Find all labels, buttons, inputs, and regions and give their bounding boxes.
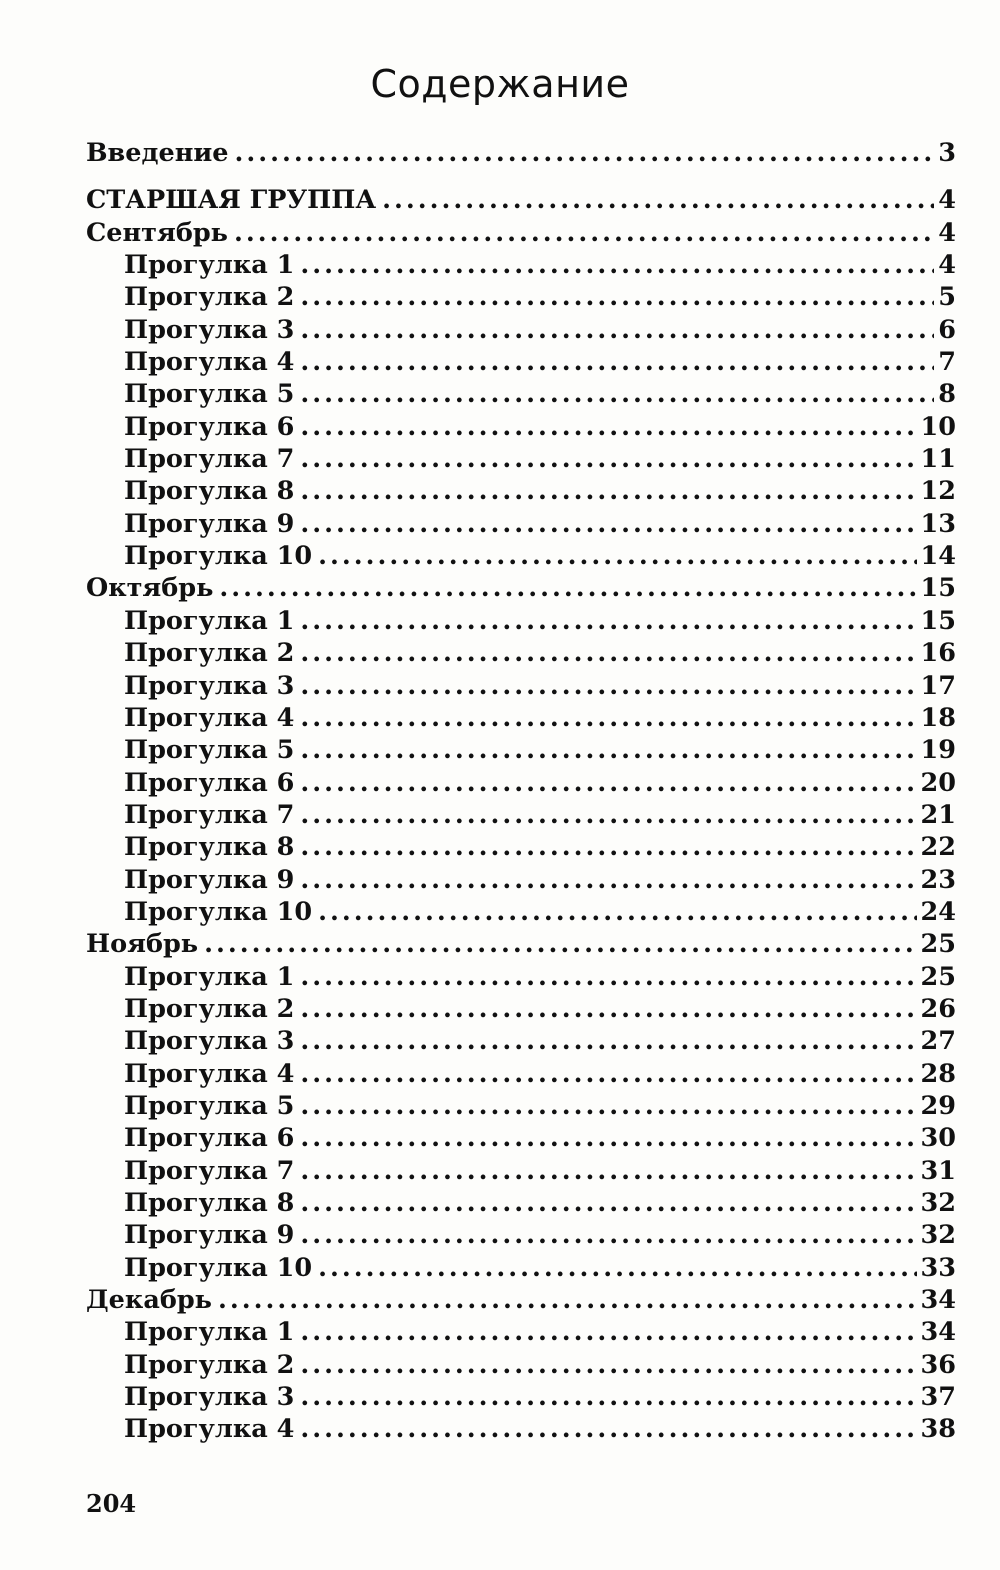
toc-entry-label: Прогулка 4 bbox=[124, 1058, 295, 1089]
toc-entry-page: 30 bbox=[920, 1123, 956, 1154]
dot-leader bbox=[300, 314, 934, 346]
toc-entry-label: Прогулка 8 bbox=[124, 1188, 295, 1218]
dot-leader bbox=[300, 1058, 916, 1090]
toc-entry-page: 13 bbox=[920, 508, 956, 539]
dot-leader bbox=[204, 928, 916, 960]
dot-leader bbox=[300, 864, 916, 896]
toc-entry-label: Прогулка 2 bbox=[124, 638, 295, 669]
toc-entry-page: 27 bbox=[920, 1026, 956, 1057]
toc-entry-page: 26 bbox=[920, 993, 956, 1024]
toc-entry-label: Прогулка 10 bbox=[124, 541, 313, 572]
dot-leader bbox=[234, 217, 934, 249]
toc-entry-page: 32 bbox=[920, 1188, 956, 1218]
toc-entry-page: 6 bbox=[938, 314, 956, 345]
toc-entry-label: Прогулка 3 bbox=[124, 1026, 295, 1057]
toc-entry-label: Прогулка 1 bbox=[124, 250, 295, 281]
toc-entry bbox=[86, 184, 956, 216]
toc-entry-label: Прогулка 7 bbox=[124, 799, 295, 830]
toc-subentry bbox=[86, 1413, 956, 1445]
toc-entry-label: Прогулка 4 bbox=[124, 347, 295, 378]
toc-subentry bbox=[86, 1025, 956, 1057]
dot-leader bbox=[300, 1381, 916, 1413]
toc-subentry bbox=[86, 864, 956, 896]
toc-entry-label: Прогулка 6 bbox=[124, 767, 295, 798]
toc-entry-label: Прогулка 5 bbox=[124, 379, 295, 410]
dot-leader bbox=[300, 378, 934, 410]
toc-entry-page: 10 bbox=[920, 411, 956, 442]
toc-entry-page: 15 bbox=[920, 605, 956, 636]
toc-entry-page: 38 bbox=[920, 1414, 956, 1445]
toc-subentry bbox=[86, 1058, 956, 1090]
dot-leader bbox=[300, 831, 916, 863]
toc-entry-page: 25 bbox=[920, 961, 956, 992]
toc-subentry bbox=[86, 1349, 956, 1381]
toc-entry bbox=[86, 1284, 956, 1316]
dot-leader bbox=[300, 1122, 916, 1154]
dot-leader bbox=[300, 346, 934, 378]
toc-entry-page: 15 bbox=[920, 573, 956, 604]
toc-entry-label: Прогулка 4 bbox=[124, 1414, 295, 1445]
toc-entry-label: Сентябрь bbox=[86, 217, 228, 248]
toc-subentry bbox=[86, 702, 956, 734]
toc-entry-page: 22 bbox=[920, 832, 956, 863]
toc-entry-page: 25 bbox=[920, 929, 956, 960]
toc-entry-label: Прогулка 7 bbox=[124, 444, 295, 475]
toc-entry-label: Прогулка 7 bbox=[124, 1155, 295, 1186]
toc-entry-label: Прогулка 9 bbox=[124, 864, 295, 895]
toc-entry-label: Прогулка 3 bbox=[124, 1382, 295, 1413]
dot-leader bbox=[300, 1025, 916, 1057]
dot-leader bbox=[300, 411, 916, 443]
toc-entry-page: 29 bbox=[920, 1090, 956, 1121]
toc-entry-page: 18 bbox=[920, 702, 956, 733]
toc-entry-label: Прогулка 2 bbox=[124, 282, 295, 313]
toc-entry-label: Прогулка 5 bbox=[124, 735, 295, 766]
toc-subentry bbox=[86, 767, 956, 799]
toc-subentry bbox=[86, 1219, 956, 1251]
toc-entry-page: 37 bbox=[920, 1382, 956, 1413]
toc-entry-page: 28 bbox=[920, 1058, 956, 1089]
toc-entry-label: Прогулка 3 bbox=[124, 670, 295, 701]
dot-leader bbox=[235, 137, 935, 169]
dot-leader bbox=[300, 1187, 916, 1219]
toc-entry-page: 14 bbox=[920, 541, 956, 572]
toc-subentry bbox=[86, 411, 956, 443]
dot-leader bbox=[300, 249, 934, 281]
toc-subentry bbox=[86, 993, 956, 1025]
dot-leader bbox=[300, 799, 916, 831]
table-of-contents bbox=[86, 137, 956, 1446]
toc-entry-label: Прогулка 4 bbox=[124, 702, 295, 733]
toc-entry-label: Прогулка 1 bbox=[124, 605, 295, 636]
toc-subentry bbox=[86, 314, 956, 346]
toc-entry-page: 5 bbox=[938, 282, 956, 313]
toc-entry-page: 7 bbox=[938, 347, 956, 378]
toc-subentry bbox=[86, 475, 956, 507]
toc-subentry bbox=[86, 249, 956, 281]
toc-entry-label: Прогулка 6 bbox=[124, 1123, 295, 1154]
toc-subentry bbox=[86, 670, 956, 702]
toc-entry-label: Прогулка 10 bbox=[124, 1252, 313, 1283]
toc-entry bbox=[86, 928, 956, 960]
dot-leader bbox=[300, 670, 916, 702]
toc-subentry bbox=[86, 1187, 956, 1219]
toc-subentry bbox=[86, 281, 956, 313]
toc-entry-label: Декабрь bbox=[86, 1285, 212, 1316]
toc-entry bbox=[86, 572, 956, 604]
toc-entry-label: Прогулка 8 bbox=[124, 832, 295, 863]
toc-subentry bbox=[86, 1122, 956, 1154]
toc-entry-label: Октябрь bbox=[86, 573, 214, 604]
toc-entry-page: 4 bbox=[938, 217, 956, 248]
toc-subentry bbox=[86, 1090, 956, 1122]
dot-leader bbox=[300, 1316, 916, 1348]
toc-entry-label: Прогулка 2 bbox=[124, 993, 295, 1024]
dot-leader bbox=[300, 475, 916, 507]
dot-leader bbox=[318, 1252, 916, 1284]
toc-entry-page: 34 bbox=[920, 1317, 956, 1348]
toc-subentry bbox=[86, 637, 956, 669]
toc-entry-page: 4 bbox=[938, 185, 956, 216]
toc-subentry bbox=[86, 605, 956, 637]
toc-entry-page: 4 bbox=[938, 250, 956, 281]
toc-subentry bbox=[86, 346, 956, 378]
toc-entry-label: Прогулка 9 bbox=[124, 508, 295, 539]
toc-entry-page: 21 bbox=[920, 799, 956, 830]
toc-entry-page: 11 bbox=[920, 444, 956, 475]
toc-subentry bbox=[86, 443, 956, 475]
toc-entry-page: 23 bbox=[920, 864, 956, 895]
toc-entry-page: 16 bbox=[920, 638, 956, 669]
toc-subentry bbox=[86, 1316, 956, 1348]
toc-entry-label: Прогулка 3 bbox=[124, 314, 295, 345]
toc-subentry bbox=[86, 799, 956, 831]
toc-entry-page: 8 bbox=[938, 379, 956, 410]
dot-leader bbox=[300, 508, 916, 540]
dot-leader bbox=[300, 702, 916, 734]
toc-entry-page: 33 bbox=[920, 1252, 956, 1283]
toc-entry-page: 24 bbox=[920, 896, 956, 927]
toc-entry-label: Прогулка 10 bbox=[124, 896, 313, 927]
toc-subentry bbox=[86, 378, 956, 410]
toc-subentry bbox=[86, 1381, 956, 1413]
toc-entry-label: Прогулка 6 bbox=[124, 411, 295, 442]
dot-leader bbox=[300, 993, 916, 1025]
toc-entry-label: Ноябрь bbox=[86, 929, 199, 960]
page-title: Содержание bbox=[370, 62, 630, 106]
toc-subentry bbox=[86, 896, 956, 928]
toc-entry-page: 17 bbox=[920, 670, 956, 701]
toc-entry-page: 32 bbox=[920, 1220, 956, 1251]
dot-leader bbox=[300, 443, 916, 475]
dot-leader bbox=[300, 637, 916, 669]
dot-leader bbox=[300, 1413, 916, 1445]
toc-entry-label: Прогулка 5 bbox=[124, 1090, 295, 1121]
toc-entry-label: Прогулка 2 bbox=[124, 1349, 295, 1380]
toc-entry bbox=[86, 137, 956, 169]
toc-entry-label: Прогулка 1 bbox=[124, 961, 295, 992]
toc-entry-label: Прогулка 8 bbox=[124, 476, 295, 507]
dot-leader bbox=[300, 1349, 916, 1381]
dot-leader bbox=[300, 281, 934, 313]
toc-subentry bbox=[86, 540, 956, 572]
dot-leader bbox=[219, 572, 916, 604]
dot-leader bbox=[300, 734, 916, 766]
toc-entry-page: 20 bbox=[920, 767, 956, 798]
toc-subentry bbox=[86, 1252, 956, 1284]
toc-subentry bbox=[86, 831, 956, 863]
toc-entry-page: 12 bbox=[920, 476, 956, 507]
dot-leader bbox=[382, 184, 934, 216]
toc-subentry bbox=[86, 508, 956, 540]
toc-subentry bbox=[86, 961, 956, 993]
dot-leader bbox=[300, 961, 916, 993]
toc-entry-page: 36 bbox=[920, 1349, 956, 1380]
toc-entry-page: 34 bbox=[920, 1285, 956, 1316]
toc-entry-label: Введение bbox=[86, 138, 229, 168]
dot-leader bbox=[218, 1284, 917, 1316]
toc-subentry bbox=[86, 1155, 956, 1187]
toc-subentry bbox=[86, 734, 956, 766]
dot-leader bbox=[300, 1155, 916, 1187]
dot-leader bbox=[300, 767, 916, 799]
page-number: 204 bbox=[86, 1489, 137, 1518]
toc-entry-page: 3 bbox=[938, 138, 956, 168]
dot-leader bbox=[300, 1219, 916, 1251]
dot-leader bbox=[300, 1090, 916, 1122]
toc-entry bbox=[86, 217, 956, 249]
toc-entry-page: 19 bbox=[920, 735, 956, 766]
toc-entry-page: 31 bbox=[920, 1155, 956, 1186]
dot-leader bbox=[318, 896, 916, 928]
toc-entry-label: СТАРШАЯ ГРУППА bbox=[86, 185, 377, 216]
toc-entry-label: Прогулка 9 bbox=[124, 1220, 295, 1251]
dot-leader bbox=[318, 540, 916, 572]
dot-leader bbox=[300, 605, 916, 637]
toc-entry-label: Прогулка 1 bbox=[124, 1317, 295, 1348]
